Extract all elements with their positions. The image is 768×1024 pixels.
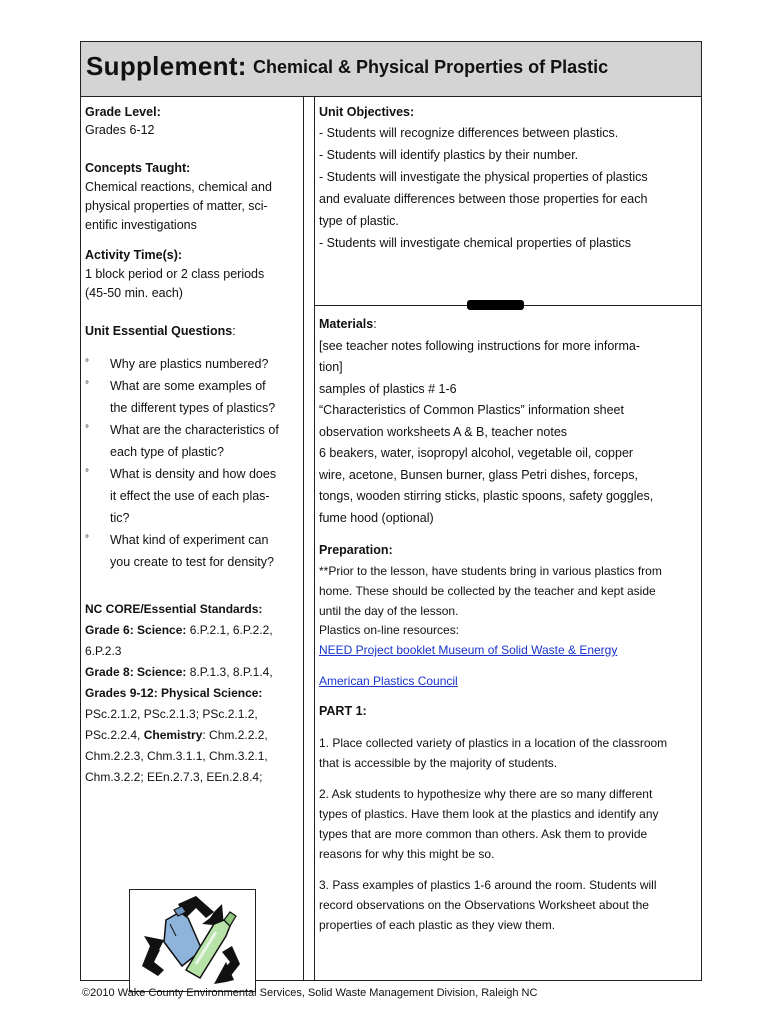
grade-level-label: Grade Level: <box>85 105 161 119</box>
recycling-logo <box>129 889 256 992</box>
grades912-line: Chm.3.2.2; EEn.2.7.3, EEn.2.8.4; <box>85 770 263 784</box>
grade8-standards <box>85 662 273 683</box>
left-column <box>81 97 304 980</box>
objective-line: - Students will investigate the physical properties of plastics <box>319 170 648 184</box>
question-line: each type of plastic? <box>110 445 224 459</box>
objective-line: and evaluate differences between those properties for each <box>319 192 648 206</box>
prep-line: until the day of the lesson. <box>319 604 459 618</box>
question-line: What is density and how does <box>110 467 277 481</box>
step3-line: 3. Pass examples of plastics 1-6 around the room. Students will <box>319 878 657 892</box>
question-line: tic? <box>110 511 130 525</box>
materials-line: fume hood (optional) <box>319 511 434 525</box>
grades912-line: PSc.2.1.2, PSc.2.1.3; PSc.2.1.2, <box>85 707 258 721</box>
title-bar <box>81 42 701 97</box>
prep-line: Plastics on-line resources: <box>319 623 460 637</box>
grade6-value-2: 6.P.2.3 <box>85 644 122 658</box>
question-line: you create to test for density? <box>110 555 274 569</box>
grades912-line <box>85 725 268 746</box>
step3-line: properties of each plastic as they view them. <box>319 918 556 932</box>
materials-line: “Characteristics of Common Plastics” information sheet <box>319 403 624 417</box>
activity-time-line: 1 block period or 2 class periods <box>85 267 265 281</box>
supplement-frame <box>80 41 702 981</box>
objective-line: - Students will identify plastics by their number. <box>319 148 579 162</box>
part1-label: PART 1: <box>319 704 367 718</box>
materials-line: tongs, wooden stirring sticks, plastic spoons, safety goggles, <box>319 489 654 503</box>
grade-level-value: Grades 6-12 <box>85 123 155 137</box>
objectives-label: Unit Objectives: <box>319 105 415 119</box>
psc-value: PSc.2.2.4, <box>85 728 144 742</box>
step3-line: record observations on the Observations Worksheet about the <box>319 898 649 912</box>
prep-line: **Prior to the lesson, have students bring in various plastics from <box>319 564 662 578</box>
bullet-icon: ° <box>85 424 89 435</box>
question-line: What kind of experiment can <box>110 533 269 547</box>
materials-line: 6 beakers, water, isopropyl alcohol, vegetable oil, copper <box>319 446 634 460</box>
questions-colon: : <box>232 324 236 338</box>
bullet-icon: ° <box>85 358 89 369</box>
objective-line: - Students will recognize differences between plastics. <box>319 126 619 140</box>
bullet-icon: ° <box>85 468 89 479</box>
title-sub: Chemical & Physical Properties of Plastic <box>253 57 609 77</box>
question-line: What are some examples of <box>110 379 266 393</box>
question-line: What are the characteristics of <box>110 423 279 437</box>
preparation-label: Preparation: <box>319 543 393 557</box>
step1-line: that is accessible by the majority of students. <box>319 756 558 770</box>
grade6-label: Grade 6: Science: <box>85 623 187 637</box>
activity-time-label: Activity Time(s): <box>85 248 183 262</box>
concepts-line: physical properties of matter, sci- <box>85 199 268 213</box>
question-line: the different types of plastics? <box>110 401 276 415</box>
concepts-label: Concepts Taught: <box>85 161 191 175</box>
materials-line: observation worksheets A & B, teacher notes <box>319 425 568 439</box>
objective-line: - Students will investigate chemical properties of plastics <box>319 236 631 250</box>
grade8-value: 8.P.1.3, 8.P.1.4, <box>186 665 273 679</box>
title-main: Supplement: <box>86 51 247 81</box>
grades912-line: Chm.2.2.3, Chm.3.1.1, Chm.3.2.1, <box>85 749 268 763</box>
step2-line: 2. Ask students to hypothesize why there are so many different <box>319 787 653 801</box>
question-line: it effect the use of each plas- <box>110 489 270 503</box>
step1-line: 1. Place collected variety of plastics in a location of the classroom <box>319 736 668 750</box>
recycling-bottles-icon <box>130 890 254 990</box>
materials-label: Materials <box>319 317 374 331</box>
materials-colon: : <box>373 317 377 331</box>
grade6-value: 6.P.2.1, 6.P.2.2, <box>186 623 273 637</box>
bullet-icon: ° <box>85 380 89 391</box>
step2-line: types that are more common than others. Ask them to provide <box>319 827 648 841</box>
question-line: Why are plastics numbered? <box>110 357 269 371</box>
right-column <box>314 97 701 980</box>
questions-heading <box>85 322 236 341</box>
objective-line: type of plastic. <box>319 214 399 228</box>
divider-tab <box>467 300 524 310</box>
concepts-line: Chemical reactions, chemical and <box>85 180 272 194</box>
materials-line: tion] <box>319 360 343 374</box>
chemistry-label: Chemistry <box>143 728 203 742</box>
step2-line: types of plastics. Have them look at the plastics and identify any <box>319 807 659 821</box>
grade8-label: Grade 8: Science: <box>85 665 187 679</box>
footer-copyright: ©2010 Wake County Environmental Services, Solid Waste Management Division, Raleigh NC <box>82 987 538 999</box>
activity-time-line: (45-50 min. each) <box>85 286 183 300</box>
materials-line: samples of plastics # 1-6 <box>319 382 457 396</box>
bullet-icon: ° <box>85 534 89 545</box>
concepts-line: entific investigations <box>85 218 197 232</box>
standards-label: NC CORE/Essential Standards: <box>85 602 263 616</box>
materials-heading <box>319 315 377 334</box>
american-plastics-council-link[interactable]: American Plastics Council <box>319 674 458 688</box>
materials-line: [see teacher notes following instructions for more informa- <box>319 339 640 353</box>
questions-label: Unit Essential Questions <box>85 324 233 338</box>
need-project-link[interactable]: NEED Project booklet Museum of Solid Waste & Energy <box>319 643 618 657</box>
grades912-label: Grades 9-12: Physical Science: <box>85 686 263 700</box>
chm-value: : Chm.2.2.2, <box>202 728 268 742</box>
materials-line: wire, acetone, Bunsen burner, glass Petri dishes, forceps, <box>319 468 638 482</box>
grade6-standards <box>85 620 273 641</box>
prep-line: home. These should be collected by the teacher and kept aside <box>319 584 656 598</box>
step2-line: reasons for why this might be so. <box>319 847 495 861</box>
